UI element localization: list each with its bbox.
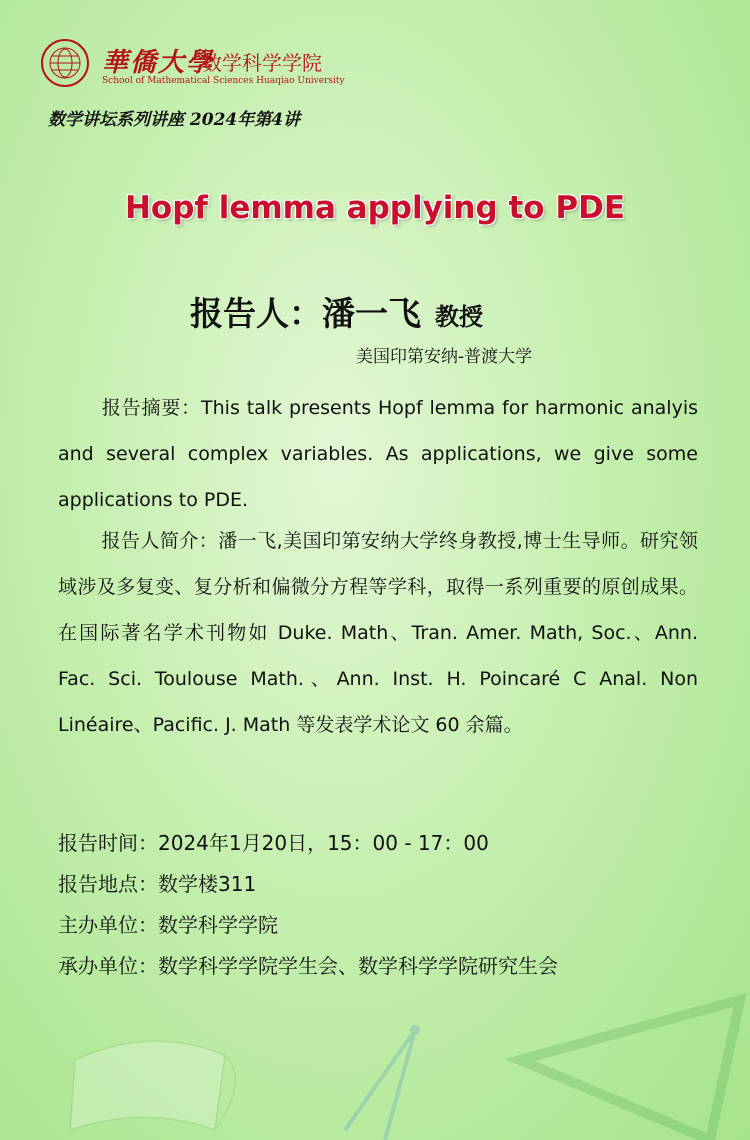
info-host [58,905,558,946]
bio-paragraph [58,518,698,748]
speaker-rank: 教授 [435,303,483,331]
bio-text: 潘一飞,美国印第安纳大学终身教授,博士生导师。研究领域涉及多复变、复分析和偏微分方程等学科，取得一系列重要的原创成果。在国际著名学术刊物如 Duke. Math、Tran. Amer. Math, Soc.、Ann. Fac. Sci. Toulouse Math.、Ann. Inst. H. Poincaré C Anal. Non Linéaire、Pacific. J. Math 等发表学术论文 60 余篇。 [58,530,698,736]
speaker-name: 潘一飞 [322,294,421,333]
school-header [40,38,380,88]
info-value: 数学楼311 [158,872,257,896]
abstract-text: This talk presents Hopf lemma for harmonic analyis and several complex variables. As applications, we give some applications to PDE. [58,397,698,511]
info-location [58,864,558,905]
info-label: 报告时间： [58,831,158,855]
info-value: 数学科学学院学生会、数学科学学院研究生会 [158,954,558,978]
bio-label: 报告人简介： [101,530,219,552]
school-name-cn: 数学科学学院 [202,51,322,75]
university-name-cn: 華僑大學 [102,48,215,78]
university-seal-icon [40,38,90,88]
info-label: 承办单位： [58,954,158,978]
open-book-icon [70,1041,235,1130]
stationery-decoration [0,990,750,1140]
abstract-label: 报告摘要： [101,397,202,419]
school-name-en: School of Mathematical Sciences Huaqiao University [102,76,345,86]
abstract-paragraph [58,385,698,523]
lecture-series-label: 数学讲坛系列讲座 2024年第4讲 [48,110,301,130]
info-time [58,823,558,864]
info-organizer [58,946,558,987]
lecture-title: Hopf lemma applying to PDE [124,190,626,226]
compass-icon [345,1025,420,1140]
speaker-line [190,288,483,335]
speaker-label: 报告人： [190,294,322,333]
event-info [58,823,558,987]
info-value: 2024年1月20日，15：00 - 17：00 [158,831,489,855]
info-label: 主办单位： [58,913,158,937]
speaker-affiliation: 美国印第安纳-普渡大学 [356,347,533,367]
info-value: 数学科学学院 [158,913,278,937]
info-label: 报告地点： [58,872,158,896]
set-square-icon [520,1000,740,1140]
